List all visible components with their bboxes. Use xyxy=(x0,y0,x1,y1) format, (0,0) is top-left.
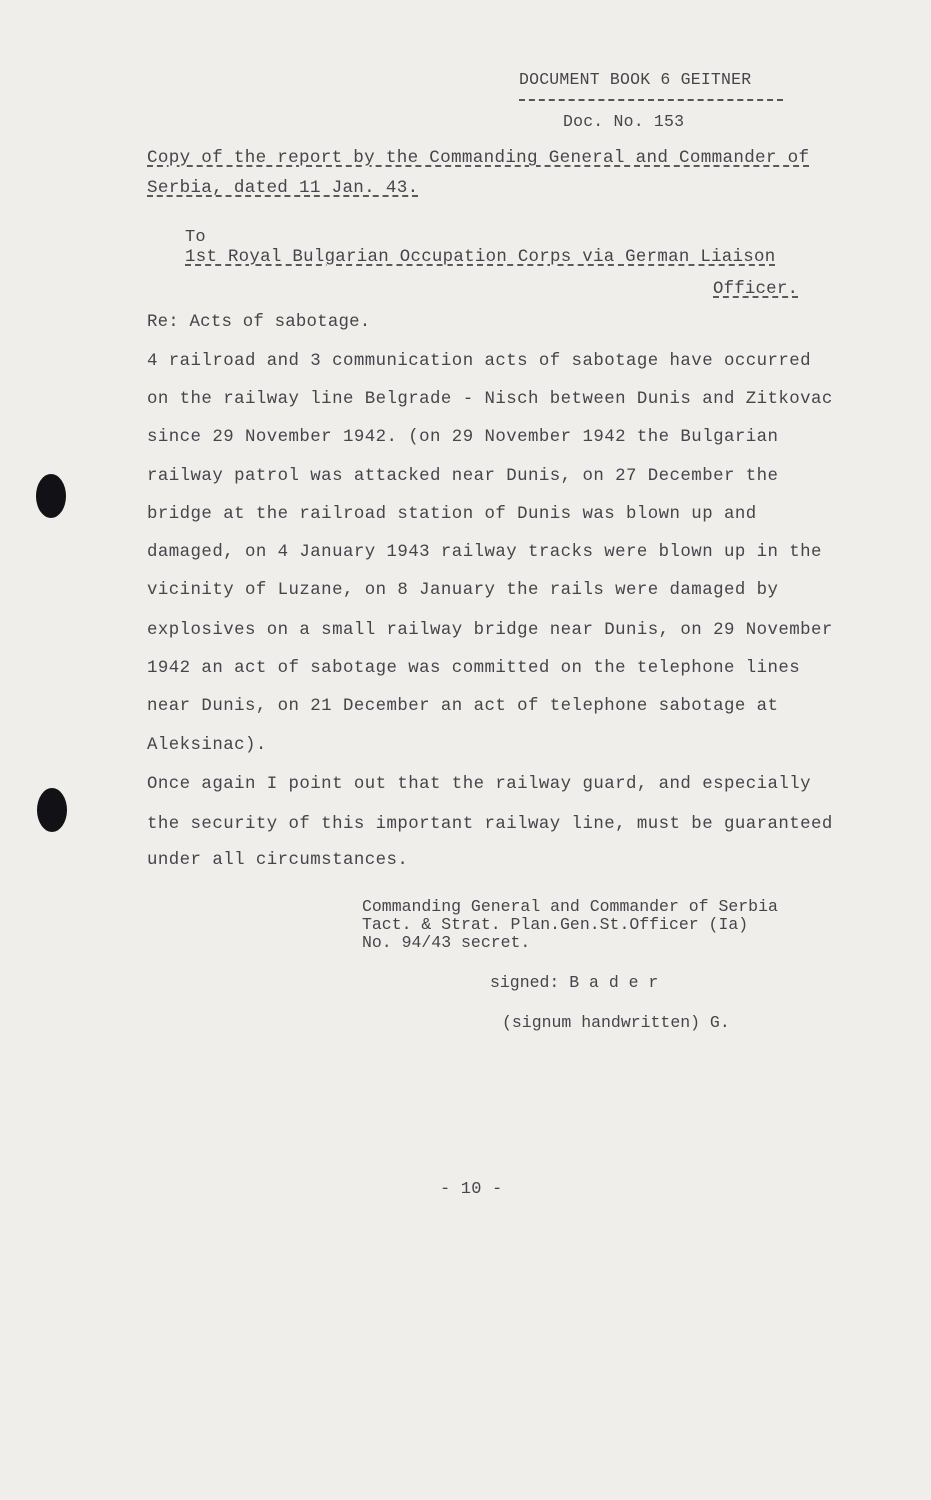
signature-line-2: Tact. & Strat. Plan.Gen.St.Officer (Ia) xyxy=(362,915,749,934)
title-line-2: Serbia, dated 11 Jan. 43. xyxy=(147,178,419,198)
body-line: Once again I point out that the railway guard, and especially xyxy=(147,775,812,794)
body-line: vicinity of Luzane, on 8 January the rails were damaged by xyxy=(147,581,779,600)
punch-hole-bottom xyxy=(37,788,67,832)
body-line: the security of this important railway line, must be guaranteed xyxy=(147,815,833,834)
body-line: near Dunis, on 21 December an act of telephone sabotage at xyxy=(147,697,779,716)
header-rule xyxy=(519,99,783,101)
signum-note: (signum handwritten) G. xyxy=(502,1013,730,1032)
title-line-1: Copy of the report by the Commanding General and Commander of xyxy=(147,148,810,168)
body-line: railway patrol was attacked near Dunis, on 27 December the xyxy=(147,467,779,486)
page-number: - 10 - xyxy=(440,1180,503,1199)
document-number: Doc. No. 153 xyxy=(563,112,685,131)
body-line: Aleksinac). xyxy=(147,736,267,755)
body-line: under all circumstances. xyxy=(147,851,409,870)
addressee-to: To xyxy=(185,228,206,247)
signature-line-3: No. 94/43 secret. xyxy=(362,933,531,952)
body-line: damaged, on 4 January 1943 railway tracks were blown up in the xyxy=(147,543,822,562)
body-line: bridge at the railroad station of Dunis was blown up and xyxy=(147,505,757,524)
addressee-line-2: Officer. xyxy=(713,280,799,299)
document-book-header: DOCUMENT BOOK 6 GEITNER xyxy=(519,70,752,89)
subject-line: Re: Acts of sabotage. xyxy=(147,313,371,332)
body-line: 4 railroad and 3 communication acts of sabotage have occurred xyxy=(147,352,812,371)
signed-by: signed: B a d e r xyxy=(490,973,659,992)
body-line: since 29 November 1942. (on 29 November 1942 the Bulgarian xyxy=(147,428,779,447)
punch-hole-top xyxy=(36,474,66,518)
body-line: 1942 an act of sabotage was committed on the telephone lines xyxy=(147,659,801,678)
addressee-line-1: 1st Royal Bulgarian Occupation Corps via German Liaison xyxy=(185,248,776,267)
body-line: explosives on a small railway bridge near Dunis, on 29 November xyxy=(147,621,833,640)
body-line: on the railway line Belgrade - Nisch between Dunis and Zitkovac xyxy=(147,390,833,409)
signature-line-1: Commanding General and Commander of Serbia xyxy=(362,897,778,916)
